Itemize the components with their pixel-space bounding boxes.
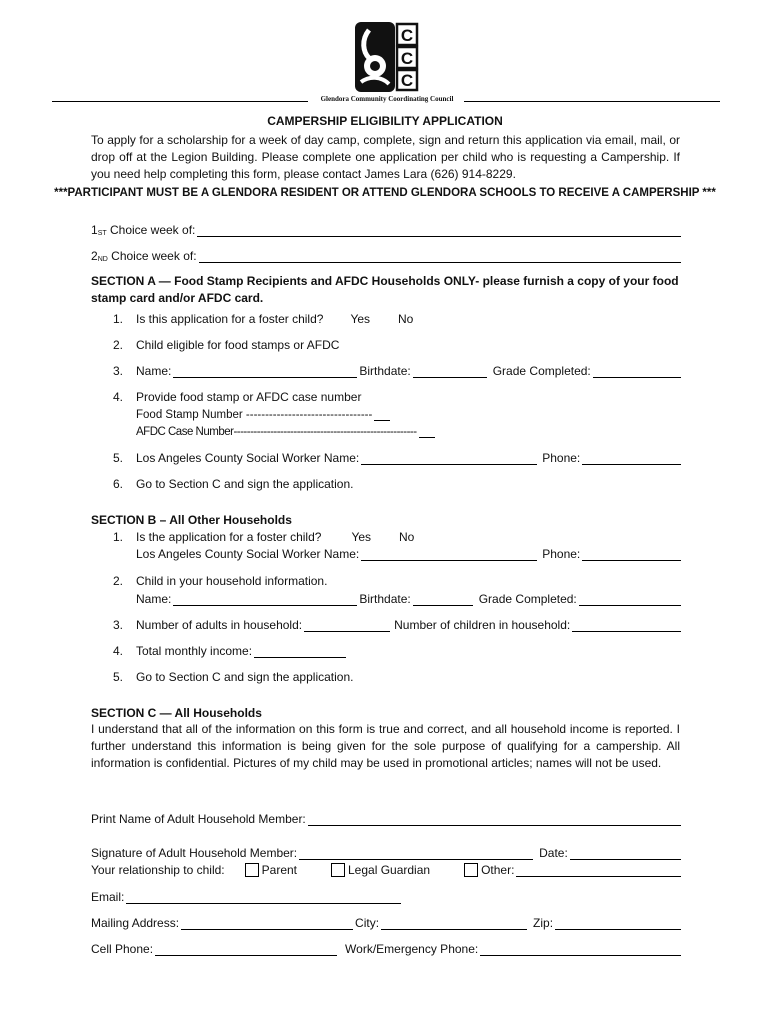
form-title: CAMPERSHIP ELIGIBILITY APPLICATION [267,114,503,128]
section-a-q4 [113,387,683,404]
mailing-address-field[interactable] [181,916,353,930]
section-a-q1-text: Is this application for a foster child? [136,312,324,326]
second-choice-num: 2 [91,249,98,263]
header-rule-left [52,101,308,102]
intro-paragraph: To apply for a scholarship for a week of day camp, complete, sign and return this application via email, mail, or drop off at the Legion Building. Please complete one application per child who is requesting a Campership. If you need help completing this form, please contact James Lara (626) 914-8229. [91,133,680,181]
ccc-logo [355,22,419,92]
food-stamp-field[interactable] [374,407,390,421]
section-a-q6-text: Go to Section C and sign the application. [136,477,354,491]
section-b-heading: SECTION B – All Other Households [91,513,292,527]
section-b-children-label: Number of children in household: [394,618,571,632]
first-choice-num: 1 [91,223,98,237]
section-b-phone-label: Phone: [542,547,581,561]
phone-row [91,939,683,956]
print-name-row [91,809,683,826]
section-a-grade-field[interactable] [593,364,681,378]
section-b-q2 [113,571,683,588]
work-phone-label: Work/Emergency Phone: [345,942,479,956]
cell-phone-label: Cell Phone: [91,942,154,956]
section-a-q2-num: 2. [113,338,124,352]
second-choice-sup: ND [97,256,108,263]
other-label: Other: [481,863,515,877]
logo-letter-c1: C [400,26,414,45]
section-b-q4 [113,641,683,658]
city-label: City: [355,916,380,930]
section-a-q3 [113,361,683,378]
section-b-social-worker-label: Los Angeles County Social Worker Name: [136,547,360,561]
section-a-birthdate-label: Birthdate: [359,364,411,378]
second-choice-label: Choice week of: [111,249,197,263]
section-a-yes[interactable]: Yes [350,312,371,326]
other-checkbox[interactable] [464,863,478,877]
section-b-q3 [113,615,683,632]
city-field[interactable] [381,916,527,930]
section-b-social-worker-field[interactable] [361,547,537,561]
section-b-q5-num: 5. [113,670,124,684]
section-b-yes[interactable]: Yes [351,530,372,544]
section-b-birthdate-field[interactable] [413,592,473,606]
section-b-adults-field[interactable] [304,618,390,632]
section-a-q1-num: 1. [113,312,124,326]
section-a-q2 [113,335,683,352]
section-b-phone-field[interactable] [582,547,681,561]
zip-label: Zip: [533,916,554,930]
other-field[interactable] [516,863,681,877]
section-b-children-field[interactable] [572,618,681,632]
afdc-field[interactable] [419,424,435,438]
section-a-social-worker-field[interactable] [361,451,537,465]
mailing-address-row [91,913,683,930]
section-a-birthdate-field[interactable] [413,364,487,378]
email-label: Email: [91,890,125,904]
section-b-child-row [136,589,683,606]
relationship-row [91,860,683,877]
email-row [91,887,403,904]
section-a-grade-label: Grade Completed: [492,364,591,378]
section-a-q1 [113,309,683,326]
section-a-no[interactable]: No [398,312,414,326]
cell-phone-field[interactable] [155,942,337,956]
signature-row [91,843,683,860]
section-a-q5-num: 5. [113,451,124,465]
legal-guardian-checkbox[interactable] [331,863,345,877]
section-b-social-worker-row [136,544,683,561]
section-b-q5-text: Go to Section C and sign the application. [136,670,354,684]
section-a-q6 [113,474,683,491]
section-b-q5 [113,667,683,684]
section-b-q3-num: 3. [113,618,124,632]
print-name-label: Print Name of Adult Household Member: [91,812,306,826]
zip-field[interactable] [555,916,681,930]
afdc-label: AFDC Case Number------------------------------------------------------- [136,426,417,438]
relationship-label: Your relationship to child: [91,863,225,877]
section-a-q6-num: 6. [113,477,124,491]
print-name-field[interactable] [308,812,681,826]
section-a-q3-num: 3. [113,364,124,378]
section-a-q2-text: Child eligible for food stamps or AFDC [136,338,340,352]
section-b-grade-field[interactable] [579,592,681,606]
work-phone-field[interactable] [480,942,681,956]
section-b-q1-num: 1. [113,530,124,544]
header-rule-right [464,101,720,102]
logo-letter-c3: C [400,71,414,90]
section-b-q1-text: Is the application for a foster child? [136,530,322,544]
section-a-q4-num: 4. [113,390,124,404]
first-choice-sup: ST [97,230,107,237]
section-a-q5 [113,448,683,465]
second-choice-row [91,246,683,263]
first-choice-field[interactable] [197,223,681,237]
section-b-adults-label: Number of adults in household: [136,618,303,632]
second-choice-field[interactable] [199,249,681,263]
eligibility-warning: ***PARTICIPANT MUST BE A GLENDORA RESIDENT OR ATTEND GLENDORA SCHOOLS TO RECEIVE A CAMPERSHIP *** [54,187,716,199]
section-a-heading: SECTION A — Food Stamp Recipients and AFDC Households ONLY- please furnish a copy of your food stamp card and/or AFDC card. [91,274,679,305]
parent-checkbox[interactable] [245,863,259,877]
date-field[interactable] [570,846,681,860]
date-label: Date: [539,846,568,860]
parent-label: Parent [261,863,297,877]
section-a-q4-text: Provide food stamp or AFDC case number [136,390,362,404]
section-a-name-field[interactable] [173,364,357,378]
section-b-q2-text: Child in your household information. [136,574,328,588]
section-b-grade-label: Grade Completed: [478,592,577,606]
food-stamp-label: Food Stamp Number --------------------------------- [136,409,373,421]
section-c-paragraph: I understand that all of the information on this form is true and correct, and all household income is reported. I further understand this information is being given for the sole purpose of qualifying for a campership. All information is confidential. Pictures of my child may be used in promotional articles; names will not be used. [91,722,680,770]
afdc-row [136,421,516,438]
signature-label: Signature of Adult Household Member: [91,846,298,860]
council-name: Glendora Community Coordinating Council [320,95,454,103]
section-a-phone-field[interactable] [582,451,681,465]
email-field[interactable] [126,890,401,904]
legal-guardian-label: Legal Guardian [348,863,431,877]
section-b-q4-num: 4. [113,644,124,658]
section-b-name-label: Name: [136,592,172,606]
section-a-phone-label: Phone: [542,451,581,465]
section-a-social-worker-label: Los Angeles County Social Worker Name: [136,451,360,465]
signature-field[interactable] [299,846,533,860]
mailing-address-label: Mailing Address: [91,916,180,930]
section-a-name-label: Name: [136,364,172,378]
first-choice-label: Choice week of: [109,223,196,237]
section-c-heading: SECTION C — All Households [91,706,262,720]
section-b-name-field[interactable] [173,592,357,606]
section-b-birthdate-label: Birthdate: [359,592,411,606]
section-b-no[interactable]: No [399,530,415,544]
logo-letter-c2: C [400,49,414,68]
food-stamp-row [136,404,436,421]
first-choice-row [91,220,683,237]
section-b-q2-num: 2. [113,574,124,588]
section-b-income-field[interactable] [254,644,346,658]
section-b-income-label: Total monthly income: [136,644,253,658]
section-b-q1 [113,527,683,544]
